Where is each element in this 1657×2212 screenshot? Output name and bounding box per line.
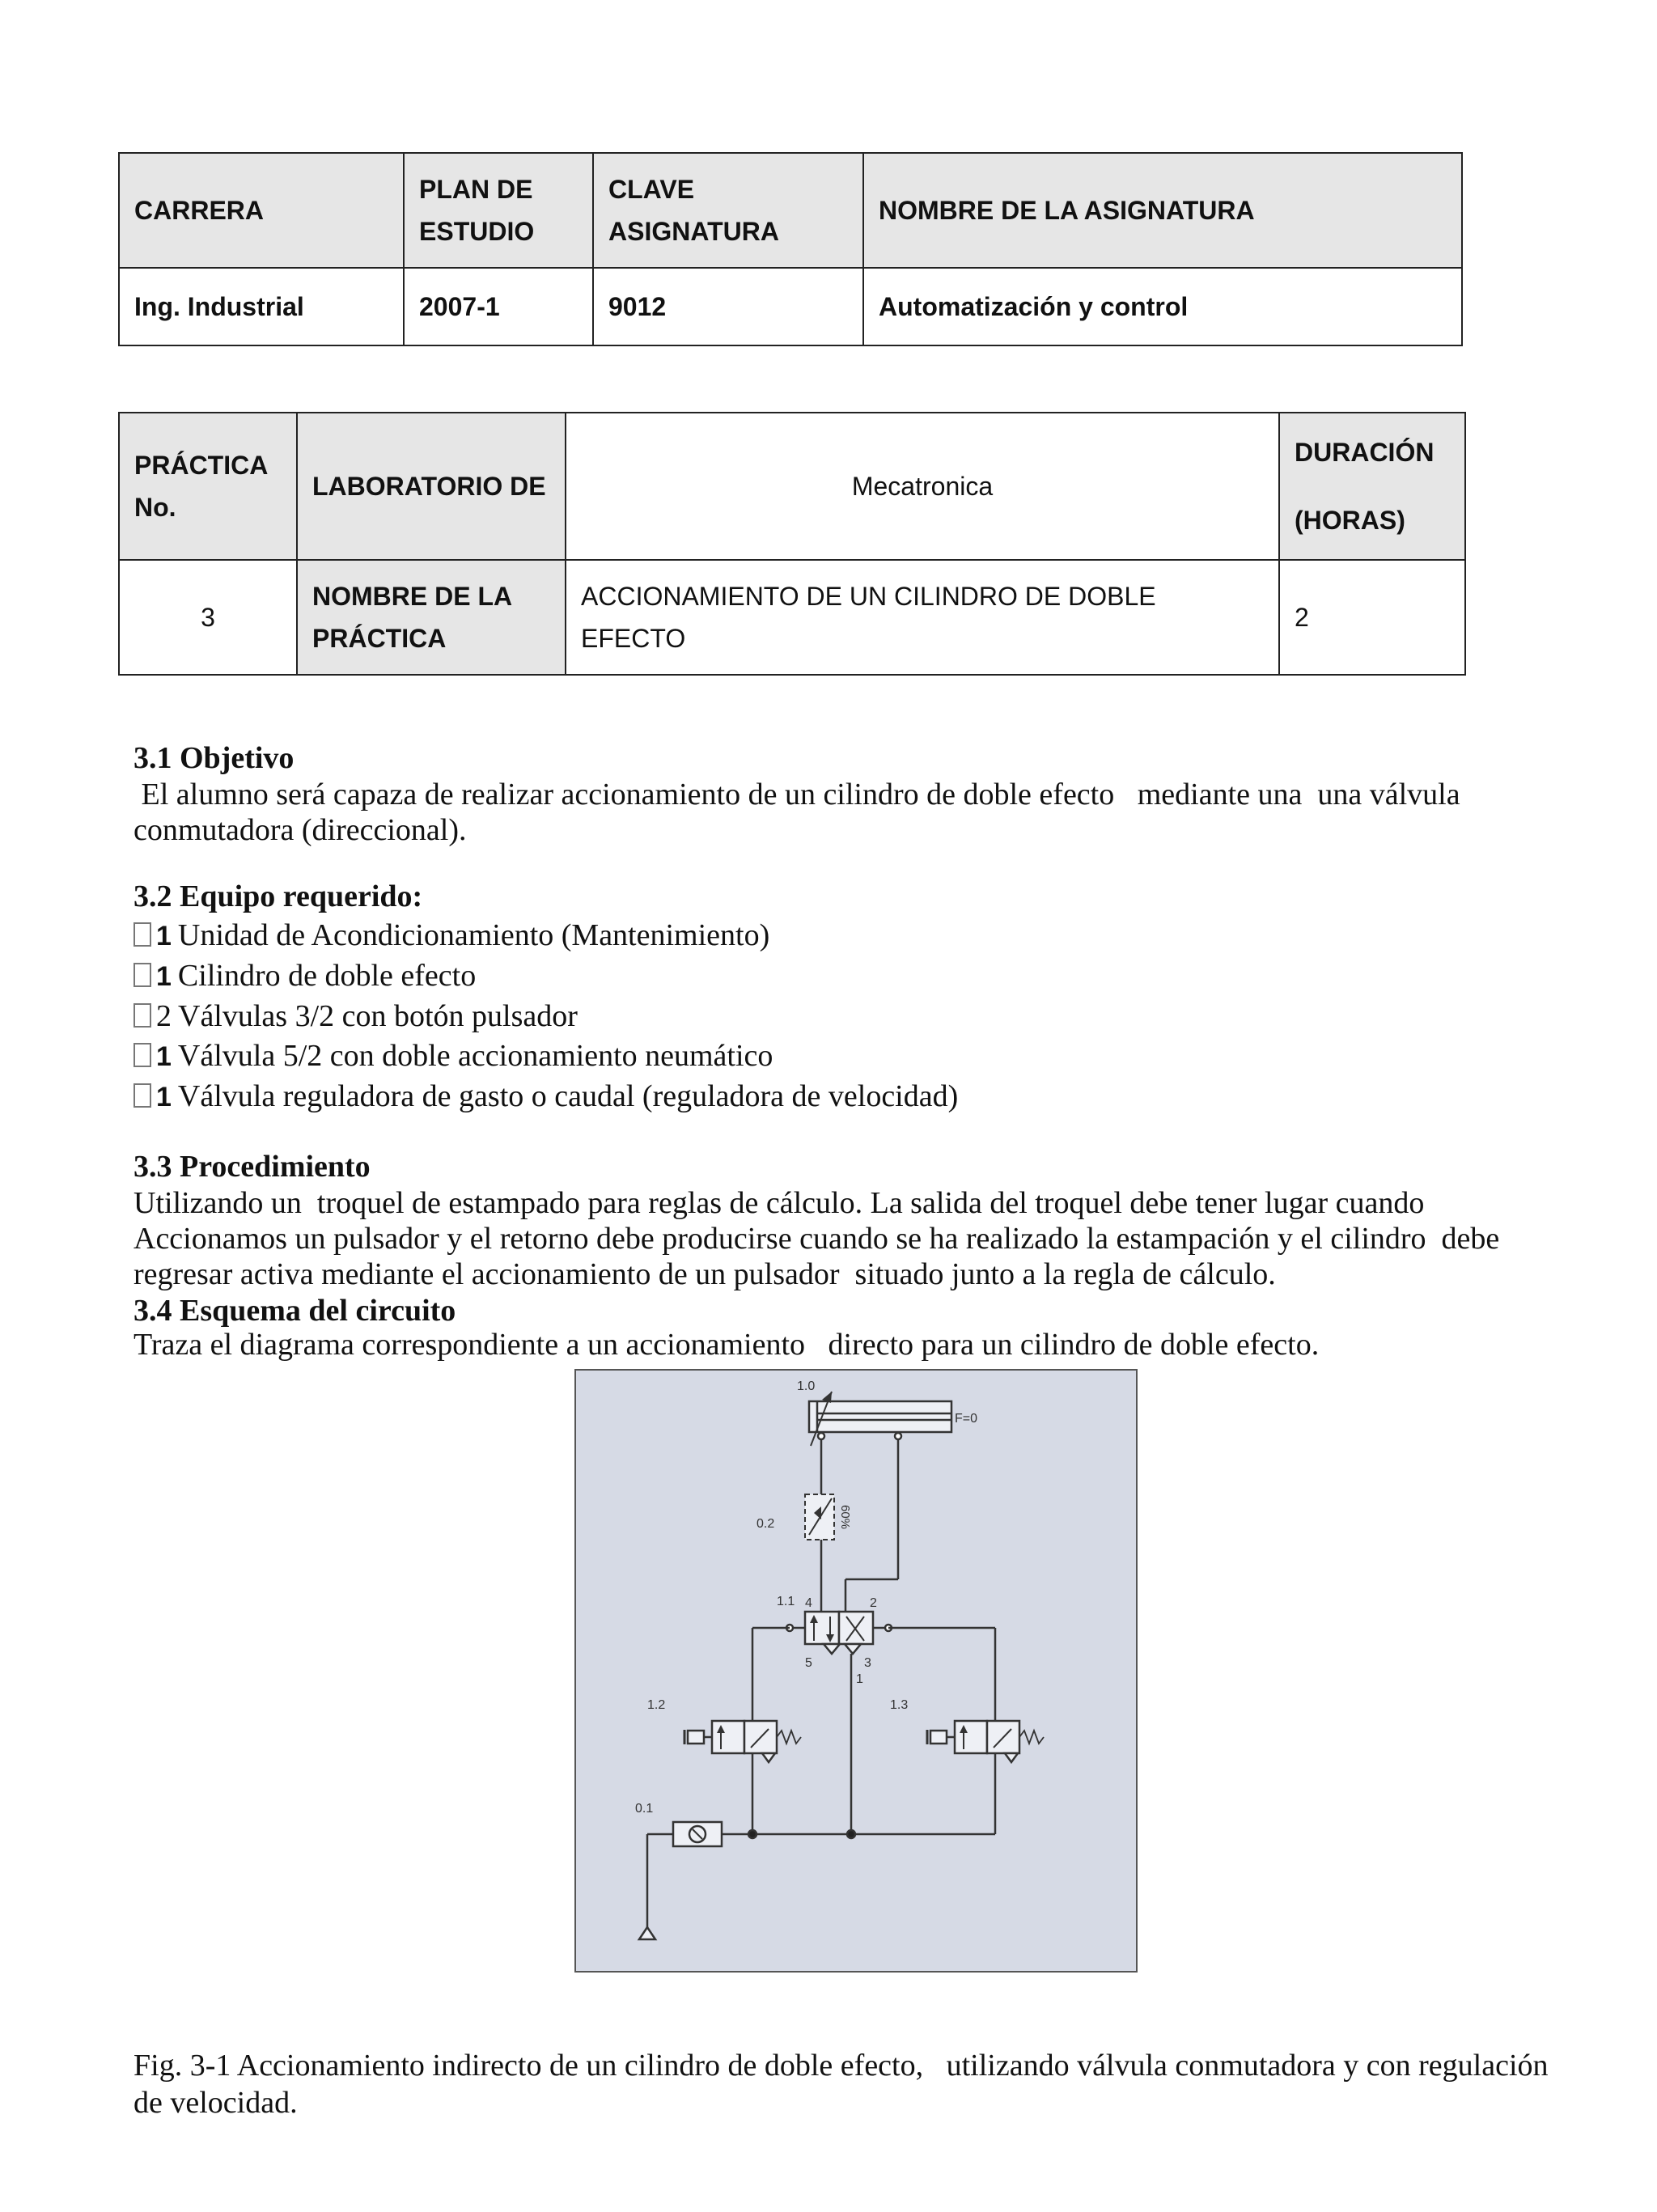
duracion-cell — [1279, 413, 1465, 560]
nombre-practica-label: NOMBRE DE LA PRÁCTICA — [297, 560, 566, 675]
procedimiento-title: 3.3 Procedimiento — [133, 1150, 371, 1184]
cylinder-label: 1.0 — [797, 1379, 816, 1393]
procedimiento-text: Utilizando un troquel de estampado para reglas de cálculo. La salida del troquel debe tener lugar cuando Accionamos un pulsador y el retorno debe producirse cuando se ha realizado la estampación y el cilindro debe regresar activa mediante el accionamiento de un pulsador situado junto a la regla de cálculo. — [133, 1186, 1507, 1291]
port-1-label: 1 — [856, 1672, 863, 1686]
figure-caption: Fig. 3-1 Accionamiento indirecto de un cilindro de doble efecto, utilizando válvula conmutadora y con regulación de velocidad. — [133, 2049, 1557, 2120]
equipo-item — [133, 956, 958, 997]
equipo-text: Unidad de Acondicionamiento (Mantenimiento) — [177, 918, 770, 952]
practice-info-row-1 — [119, 413, 1465, 560]
regulator-percent-label: 60% — [838, 1505, 852, 1530]
laboratorio-value: Mecatronica — [566, 413, 1279, 560]
duracion-value: 2 — [1279, 560, 1465, 675]
supply-label: 0.1 — [635, 1802, 654, 1816]
horas-label: (HORAS) — [1295, 506, 1405, 535]
equipo-text: Válvula 5/2 con doble accionamiento neumático — [177, 1039, 773, 1073]
port-5-label: 5 — [805, 1656, 812, 1670]
equipo-list — [133, 916, 958, 1117]
value-carrera: Ing. Industrial — [119, 268, 404, 345]
nombre-practica-value: ACCIONAMIENTO DE UN CILINDRO DE DOBLE EFECTO — [566, 560, 1279, 675]
valve-11-label: 1.1 — [777, 1595, 795, 1608]
course-info-table — [118, 152, 1463, 346]
force-label: F=0 — [955, 1412, 978, 1426]
bullet-icon — [133, 1083, 151, 1108]
course-info-value-row — [119, 268, 1462, 345]
header-carrera: CARRERA — [119, 153, 404, 268]
equipo-title: 3.2 Equipo requerido: — [133, 879, 423, 913]
equipo-qty: 1 — [156, 961, 172, 992]
header-nombre-asignatura: NOMBRE DE LA ASIGNATURA — [863, 153, 1462, 268]
header-plan: PLAN DE ESTUDIO — [404, 153, 593, 268]
bullet-icon — [133, 963, 151, 987]
regulator-label: 0.2 — [756, 1517, 775, 1531]
equipo-item — [133, 1036, 958, 1077]
valve-13-label: 1.3 — [890, 1698, 909, 1712]
port-2-label: 2 — [870, 1596, 877, 1610]
bullet-icon — [133, 922, 151, 947]
equipo-qty: 1 — [156, 921, 172, 951]
value-clave: 9012 — [593, 268, 863, 345]
practice-info-row-2 — [119, 560, 1465, 675]
esquema-text: Traza el diagrama correspondiente a un accionamiento directo para un cilindro de doble efecto. — [133, 1328, 1320, 1362]
practica-label: PRÁCTICA No. — [119, 413, 297, 560]
value-nombre-asignatura: Automatización y control — [863, 268, 1462, 345]
header-clave: CLAVE ASIGNATURA — [593, 153, 863, 268]
equipo-qty: 1 — [156, 1041, 172, 1072]
objetivo-text: El alumno será capaza de realizar accionamiento de un cilindro de doble efecto mediante una una válvula conmutadora (direccional). — [133, 778, 1468, 847]
pneumatic-circuit-diagram — [574, 1369, 1138, 1973]
bullet-icon — [133, 1003, 151, 1028]
practice-info-table — [118, 412, 1466, 676]
diagram-background — [575, 1370, 1137, 1972]
bullet-icon — [133, 1043, 151, 1067]
equipo-qty: 2 — [156, 999, 172, 1033]
equipo-text: Válvula reguladora de gasto o caudal (reguladora de velocidad) — [177, 1079, 959, 1113]
port-3-label: 3 — [864, 1656, 871, 1670]
port-4-label: 4 — [805, 1596, 812, 1610]
value-plan: 2007-1 — [404, 268, 593, 345]
equipo-item — [133, 997, 958, 1036]
objetivo-title: 3.1 Objetivo — [133, 741, 295, 775]
equipo-item — [133, 1077, 958, 1117]
equipo-text: Cilindro de doble efecto — [177, 959, 477, 993]
equipo-text: Válvulas 3/2 con botón pulsador — [178, 999, 578, 1033]
laboratorio-label: LABORATORIO DE — [297, 413, 566, 560]
duracion-label: DURACIÓN — [1295, 438, 1435, 467]
equipo-item — [133, 916, 958, 956]
course-info-header-row — [119, 153, 1462, 268]
equipo-qty: 1 — [156, 1082, 172, 1112]
esquema-title: 3.4 Esquema del circuito — [133, 1294, 456, 1328]
practica-number: 3 — [119, 560, 297, 675]
valve-12-label: 1.2 — [647, 1698, 666, 1712]
